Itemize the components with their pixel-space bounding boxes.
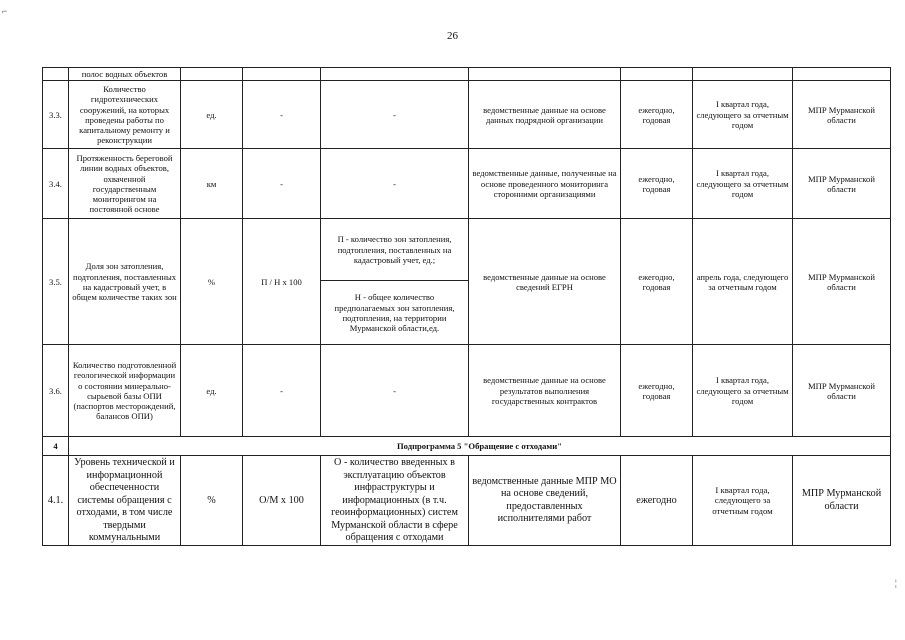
- row-number: [43, 68, 69, 81]
- formula-cell: О/М х 100: [243, 456, 321, 546]
- variables-cell: -: [321, 149, 469, 219]
- periodicity-cell: ежегодно, годовая: [621, 345, 693, 437]
- row-number: 3.5.: [43, 219, 69, 345]
- variable-p-cell: П - количество зон затопления, подтопления, поставленных на кадастровый учет, ед.;: [321, 219, 469, 281]
- responsible-cell: МПР Мурманской области: [793, 81, 891, 149]
- responsible-cell: МПР Мурманской области: [793, 219, 891, 345]
- indicator-table: [42, 67, 891, 546]
- deadline-cell: I квартал года, следующего за отчетным годом: [693, 345, 793, 437]
- table-row-continuation: [43, 68, 891, 81]
- scan-mark: ⌐: [2, 6, 8, 16]
- source-cell: ведомственные данные МПР МО на основе сведений, предоставленных исполнителями работ: [469, 456, 621, 546]
- indicator-name: Количество подготовленной геологической информации о состоянии минерально-сырьевой базы ОПИ (паспортов месторождений, балансов ОПИ): [69, 345, 181, 437]
- row-number: 3.3.: [43, 81, 69, 149]
- deadline-cell: апрель года, следующего за отчетным годом: [693, 219, 793, 345]
- variable-n-cell: Н - общее количество предполагаемых зон затопления, подтопления, на территории Мурманской области,ед.: [321, 281, 469, 345]
- subprogram-title: Подпрограмма 5 "Обращение с отходами": [69, 437, 891, 456]
- formula-cell: -: [243, 81, 321, 149]
- variables-cell: -: [321, 345, 469, 437]
- responsible-cell: МПР Мурманской области: [793, 345, 891, 437]
- variables-cell: О - количество введенных в эксплуатацию объектов инфраструктуры и информационных (в т.ч. геоинформационных) систем Мурманской области в сфере обращения с отходами: [321, 456, 469, 546]
- indicator-name: Протяженность береговой линии водных объектов, охваченной государственным мониторингом на постоянной основе: [69, 149, 181, 219]
- deadline-cell: I квартал года, следующего за отчетным годом: [693, 149, 793, 219]
- formula-cell: -: [243, 149, 321, 219]
- source-cell: ведомственные данные на основе сведений ЕГРН: [469, 219, 621, 345]
- deadline-cell: I квартал года, следующего за отчетным годом: [693, 81, 793, 149]
- indicator-name: Количество гидротехнических сооружений, на которых проведены работы по капитальному ремонту и реконструкции: [69, 81, 181, 149]
- unit-cell: ед.: [181, 345, 243, 437]
- responsible-cell: МПР Мурманской области: [793, 456, 891, 546]
- table-row-4-1: [43, 456, 891, 546]
- periodicity-cell: ежегодно: [621, 456, 693, 546]
- source-cell: ведомственные данные на основе результатов выполнения государственных контрактов: [469, 345, 621, 437]
- unit-cell: км: [181, 149, 243, 219]
- row-number: 3.6.: [43, 345, 69, 437]
- unit-cell: %: [181, 219, 243, 345]
- indicator-name: полос водных объектов: [69, 68, 181, 81]
- row-number: 4: [43, 437, 69, 456]
- page-number: 26: [447, 30, 458, 42]
- formula-cell: -: [243, 345, 321, 437]
- scan-mark: ¦: [895, 578, 897, 588]
- variables-cell: -: [321, 81, 469, 149]
- source-cell: ведомственные данные на основе данных подрядной организации: [469, 81, 621, 149]
- table-row-3-4: [43, 149, 891, 219]
- unit-cell: ед.: [181, 81, 243, 149]
- table-row-3-6: [43, 345, 891, 437]
- periodicity-cell: ежегодно, годовая: [621, 81, 693, 149]
- row-number: 4.1.: [43, 456, 69, 546]
- deadline-cell: I квартал года, следующего за отчетным годом: [693, 456, 793, 546]
- source-cell: ведомственные данные, полученные на основе проведенного мониторинга сторонними организациями: [469, 149, 621, 219]
- indicator-name: Уровень технической и информационной обеспеченности системы обращения с отходами, в том числе твердыми коммунальными: [69, 456, 181, 546]
- table-row-3-5: [43, 219, 891, 281]
- table-row-subprogram-5: [43, 437, 891, 456]
- periodicity-cell: ежегодно, годовая: [621, 149, 693, 219]
- unit-cell: %: [181, 456, 243, 546]
- periodicity-cell: ежегодно, годовая: [621, 219, 693, 345]
- indicator-name: Доля зон затопления, подтопления, поставленных на кадастровый учет, в общем количестве таких зон: [69, 219, 181, 345]
- formula-cell: П / Н х 100: [243, 219, 321, 345]
- row-number: 3.4.: [43, 149, 69, 219]
- table-row-3-3: [43, 81, 891, 149]
- responsible-cell: МПР Мурманской области: [793, 149, 891, 219]
